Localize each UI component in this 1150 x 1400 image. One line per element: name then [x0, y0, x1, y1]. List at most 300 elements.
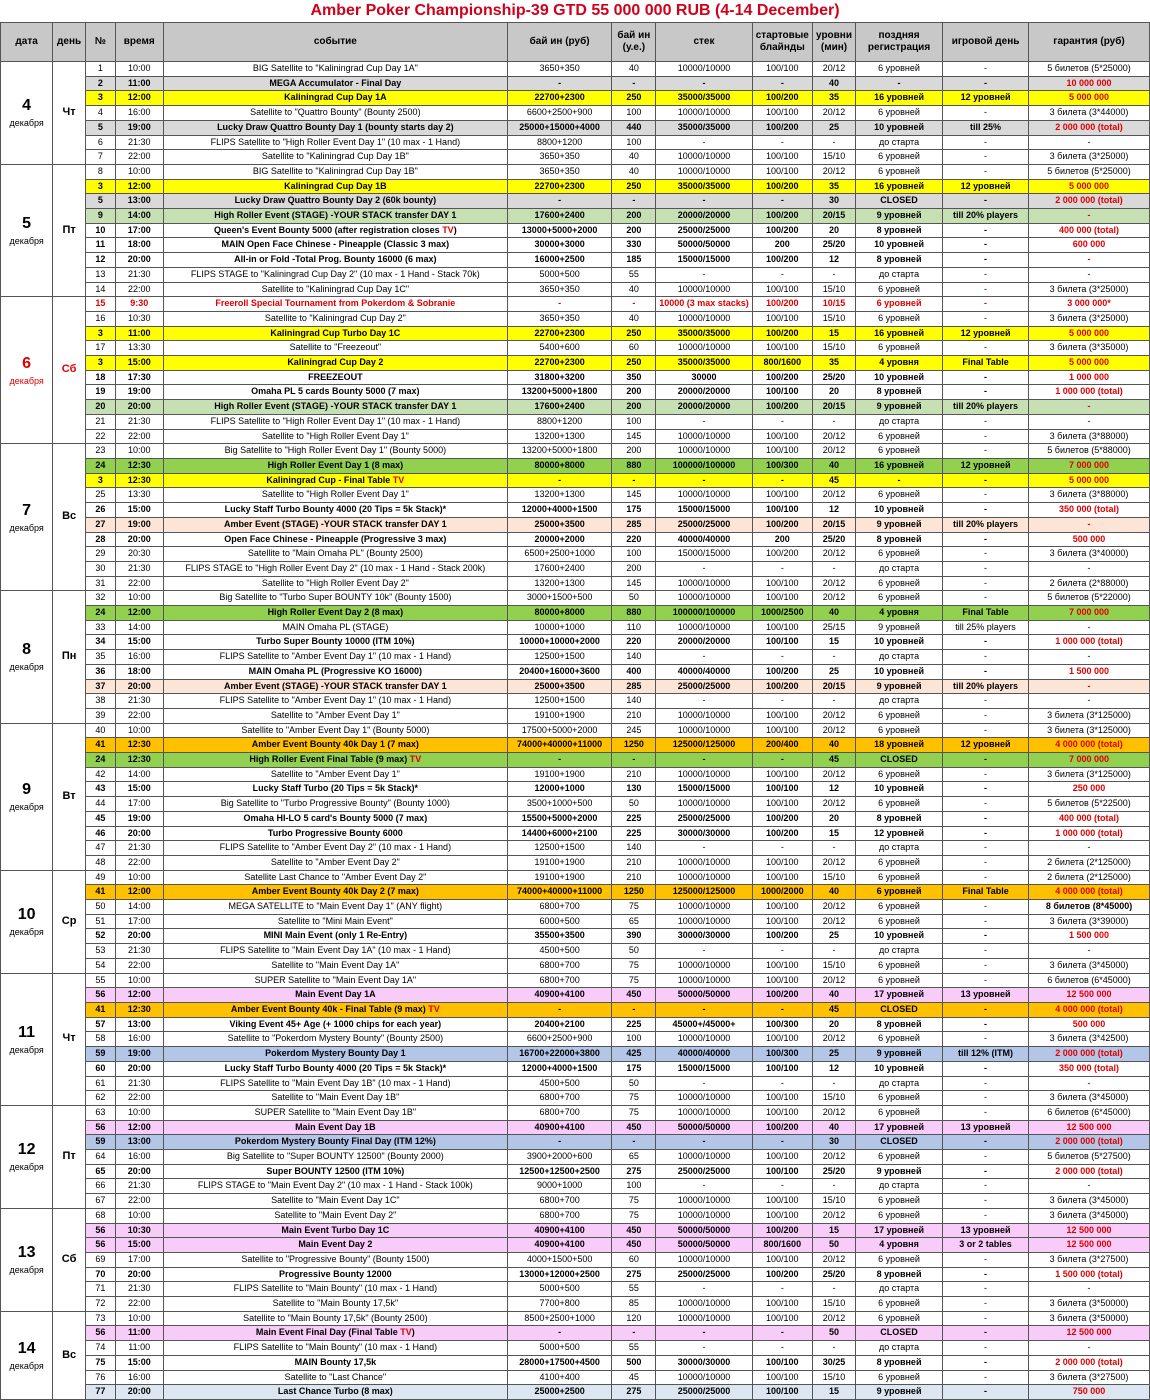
- date-month: декабря: [9, 1360, 44, 1371]
- late-reg-cell: 6 уровней: [856, 1370, 943, 1385]
- number-cell: 54: [85, 958, 115, 973]
- table-row: [1, 135, 1150, 150]
- guarantee-cell: 2 000 000 (total): [1029, 1135, 1150, 1150]
- guarantee-cell: 3 билета (3*45000): [1029, 1091, 1150, 1106]
- guarantee-cell: 1 500 000 (total): [1029, 1267, 1150, 1282]
- guarantee-cell: 1 000 000 (total): [1029, 385, 1150, 400]
- levels-cell: -: [813, 1076, 856, 1091]
- stack-cell: 10000/10000: [656, 1091, 752, 1106]
- late-reg-cell: 8 уровней: [856, 1355, 943, 1370]
- late-reg-cell: 6 уровней: [856, 429, 943, 444]
- number-cell: 71: [85, 1282, 115, 1297]
- late-reg-cell: 6 уровней: [856, 767, 943, 782]
- blinds-cell: 100/200: [752, 929, 812, 944]
- buyin-ue-cell: 275: [612, 1164, 656, 1179]
- game-day-cell: till 20% players: [943, 209, 1029, 224]
- guarantee-cell: 3 билета (3*42500): [1029, 1032, 1150, 1047]
- game-day-cell: -: [943, 311, 1029, 326]
- blinds-cell: 100/200: [752, 826, 812, 841]
- time-cell: 22:00: [115, 150, 163, 165]
- event-cell: FLIPS Satellite to "Amber Event Day 1" (10 max - 1 Hand): [163, 650, 507, 665]
- buyin-ue-cell: 185: [612, 253, 656, 268]
- levels-cell: 40: [813, 458, 856, 473]
- event-cell: MEGA SATELLITE to "Main Event Day 1" (ANY flight): [163, 900, 507, 915]
- blinds-cell: -: [752, 1341, 812, 1356]
- stack-cell: 10000/10000: [656, 150, 752, 165]
- stack-cell: -: [656, 1076, 752, 1091]
- number-cell: 19: [85, 385, 115, 400]
- time-cell: 19:00: [115, 811, 163, 826]
- event-cell: Progressive Bounty 12000: [163, 1267, 507, 1282]
- table-row: [1, 1341, 1150, 1356]
- guarantee-cell: 3 билета (3*35000): [1029, 341, 1150, 356]
- buyin-ue-cell: 1250: [612, 738, 656, 753]
- stack-cell: 15000/15000: [656, 503, 752, 518]
- stack-cell: 50000/50000: [656, 988, 752, 1003]
- buyin-rub-cell: 12500+1500: [507, 841, 611, 856]
- levels-cell: 15/10: [813, 958, 856, 973]
- stack-cell: 10000/10000: [656, 708, 752, 723]
- buyin-ue-cell: 145: [612, 576, 656, 591]
- blinds-cell: 100/100: [752, 1194, 812, 1209]
- stack-cell: 50000/50000: [656, 238, 752, 253]
- buyin-rub-cell: 13200+1300: [507, 488, 611, 503]
- buyin-rub-cell: 6600+2500+900: [507, 106, 611, 121]
- event-cell: Freeroll Special Tournament from Pokerdom & Sobranie: [163, 297, 507, 312]
- blinds-cell: 100/100: [752, 1311, 812, 1326]
- blinds-cell: 100/200: [752, 253, 812, 268]
- levels-cell: 20/12: [813, 914, 856, 929]
- time-cell: 13:00: [115, 1135, 163, 1150]
- blinds-cell: 100/200: [752, 209, 812, 224]
- buyin-rub-cell: 25000+3500: [507, 679, 611, 694]
- game-day-cell: -: [943, 1164, 1029, 1179]
- number-cell: 25: [85, 488, 115, 503]
- time-cell: 19:00: [115, 1047, 163, 1062]
- guarantee-cell: 2 000 000 (total): [1029, 194, 1150, 209]
- game-day-cell: 13 уровней: [943, 1223, 1029, 1238]
- table-row: [1, 900, 1150, 915]
- levels-cell: -: [813, 1341, 856, 1356]
- game-day-cell: 3 or 2 tables: [943, 1238, 1029, 1253]
- guarantee-cell: 7 000 000: [1029, 458, 1150, 473]
- number-cell: 7: [85, 150, 115, 165]
- buyin-rub-cell: 17500+5000+2000: [507, 723, 611, 738]
- late-reg-cell: CLOSED: [856, 194, 943, 209]
- buyin-ue-cell: 175: [612, 1061, 656, 1076]
- time-cell: 10:00: [115, 591, 163, 606]
- event-cell: BIG Satellite to "Kaliningrad Cup Day 1B": [163, 164, 507, 179]
- stack-cell: 35000/35000: [656, 120, 752, 135]
- time-cell: 10:00: [115, 164, 163, 179]
- buyin-ue-cell: 220: [612, 635, 656, 650]
- event-cell: Big Satellite to "Turbo Super BOUNTY 10k" (Bounty 1500): [163, 591, 507, 606]
- late-reg-cell: 6 уровней: [856, 870, 943, 885]
- late-reg-cell: 9 уровней: [856, 1385, 943, 1400]
- event-cell: Satellite Last Chance to "Amber Event Day 2": [163, 870, 507, 885]
- event-cell: Last Chance Turbo (8 max): [163, 1385, 507, 1400]
- table-row: [1, 326, 1150, 341]
- event-cell: High Roller Event Day 2 (8 max): [163, 606, 507, 621]
- buyin-ue-cell: 400: [612, 664, 656, 679]
- late-reg-cell: 6 уровней: [856, 900, 943, 915]
- number-cell: 56: [85, 1238, 115, 1253]
- number-cell: 59: [85, 1135, 115, 1150]
- table-row: [1, 1267, 1150, 1282]
- buyin-rub-cell: 3000+1500+500: [507, 591, 611, 606]
- blinds-cell: 100/100: [752, 385, 812, 400]
- game-day-cell: -: [943, 1105, 1029, 1120]
- buyin-ue-cell: 450: [612, 988, 656, 1003]
- late-reg-cell: 8 уровней: [856, 385, 943, 400]
- buyin-ue-cell: 65: [612, 914, 656, 929]
- buyin-rub-cell: 8800+1200: [507, 414, 611, 429]
- event-cell: FLIPS Satellite to "Amber Event Day 2" (10 max - 1 Hand): [163, 841, 507, 856]
- buyin-rub-cell: 7700+800: [507, 1297, 611, 1312]
- table-row: [1, 1252, 1150, 1267]
- stack-cell: -: [656, 135, 752, 150]
- levels-cell: -: [813, 267, 856, 282]
- game-day-cell: -: [943, 767, 1029, 782]
- number-cell: 3: [85, 179, 115, 194]
- event-cell: Amber Event Bounty 40k Day 2 (7 max): [163, 885, 507, 900]
- levels-cell: 20: [813, 223, 856, 238]
- game-day-cell: -: [943, 385, 1029, 400]
- late-reg-cell: 6 уровней: [856, 708, 943, 723]
- stack-cell: -: [656, 1179, 752, 1194]
- buyin-rub-cell: 40900+4100: [507, 988, 611, 1003]
- late-reg-cell: 6 уровней: [856, 547, 943, 562]
- table-row: [1, 547, 1150, 562]
- stack-cell: 15000/15000: [656, 253, 752, 268]
- blinds-cell: -: [752, 414, 812, 429]
- event-cell: Satellite to "Main Event Day 2": [163, 1208, 507, 1223]
- buyin-rub-cell: 74000+40000+11000: [507, 885, 611, 900]
- game-day-cell: -: [943, 1135, 1029, 1150]
- buyin-ue-cell: 390: [612, 929, 656, 944]
- time-cell: 20:00: [115, 1385, 163, 1400]
- guarantee-cell: 3 билета (3*50000): [1029, 1297, 1150, 1312]
- late-reg-cell: 10 уровней: [856, 238, 943, 253]
- date-number: 10: [17, 906, 36, 924]
- buyin-rub-cell: 20000+2000: [507, 532, 611, 547]
- stack-cell: 35000/35000: [656, 356, 752, 371]
- blinds-cell: 100/200: [752, 297, 812, 312]
- buyin-ue-cell: 55: [612, 1282, 656, 1297]
- game-day-cell: -: [943, 1326, 1029, 1341]
- buyin-ue-cell: 330: [612, 238, 656, 253]
- blinds-cell: 100/100: [752, 1355, 812, 1370]
- guarantee-cell: 12 500 000: [1029, 988, 1150, 1003]
- game-day-cell: 12 уровней: [943, 738, 1029, 753]
- time-cell: 21:30: [115, 841, 163, 856]
- buyin-ue-cell: 40: [612, 164, 656, 179]
- table-row: [1, 429, 1150, 444]
- buyin-rub-cell: 4100+400: [507, 1370, 611, 1385]
- late-reg-cell: CLOSED: [856, 1326, 943, 1341]
- table-row: [1, 194, 1150, 209]
- time-cell: 20:00: [115, 253, 163, 268]
- table-row: [1, 1238, 1150, 1253]
- time-cell: 10:00: [115, 1208, 163, 1223]
- blinds-cell: -: [752, 1326, 812, 1341]
- late-reg-cell: 10 уровней: [856, 370, 943, 385]
- event-cell: FLIPS Satellite to "Main Bounty" (10 max - 1 Hand): [163, 1341, 507, 1356]
- game-day-cell: -: [943, 164, 1029, 179]
- number-cell: 37: [85, 679, 115, 694]
- number-cell: 53: [85, 944, 115, 959]
- late-reg-cell: 6 уровней: [856, 297, 943, 312]
- stack-cell: 50000/50000: [656, 1238, 752, 1253]
- time-cell: 19:00: [115, 120, 163, 135]
- time-cell: 13:00: [115, 1017, 163, 1032]
- number-cell: 34: [85, 635, 115, 650]
- levels-cell: 20/12: [813, 797, 856, 812]
- schedule-body: [1, 62, 1150, 1400]
- time-cell: 12:00: [115, 1120, 163, 1135]
- levels-cell: 25/20: [813, 370, 856, 385]
- levels-cell: 40: [813, 738, 856, 753]
- table-row: [1, 223, 1150, 238]
- buyin-rub-cell: 5000+500: [507, 1341, 611, 1356]
- time-cell: 14:00: [115, 620, 163, 635]
- event-cell: Satellite to "Last Chance": [163, 1370, 507, 1385]
- col-buyin-ue: бай ин (у.е.): [612, 23, 656, 62]
- guarantee-cell: 1 000 000: [1029, 370, 1150, 385]
- game-day-cell: Final Table: [943, 606, 1029, 621]
- buyin-rub-cell: 13000+12000+2500: [507, 1267, 611, 1282]
- guarantee-cell: -: [1029, 944, 1150, 959]
- late-reg-cell: 9 уровней: [856, 517, 943, 532]
- late-reg-cell: 9 уровней: [856, 620, 943, 635]
- late-reg-cell: 10 уровней: [856, 635, 943, 650]
- number-cell: 74: [85, 1341, 115, 1356]
- event-cell: Kaliningrad Cup - Final Table TV: [163, 473, 507, 488]
- late-reg-cell: до старта: [856, 694, 943, 709]
- blinds-cell: 100/100: [752, 900, 812, 915]
- table-row: [1, 561, 1150, 576]
- buyin-ue-cell: 75: [612, 1105, 656, 1120]
- levels-cell: 45: [813, 473, 856, 488]
- date-number: 9: [22, 781, 32, 799]
- buyin-ue-cell: -: [612, 753, 656, 768]
- stack-cell: 10000/10000: [656, 958, 752, 973]
- guarantee-cell: 2 000 000 (total): [1029, 1355, 1150, 1370]
- guarantee-cell: 2 000 000 (total): [1029, 120, 1150, 135]
- date-month: декабря: [9, 1265, 44, 1276]
- buyin-rub-cell: 40900+4100: [507, 1223, 611, 1238]
- event-cell: Satellite to "Kaliningrad Cup Day 1B": [163, 150, 507, 165]
- buyin-rub-cell: 80000+8000: [507, 458, 611, 473]
- stack-cell: 10000/10000: [656, 973, 752, 988]
- blinds-cell: 100/100: [752, 503, 812, 518]
- date-month: декабря: [9, 1044, 44, 1055]
- guarantee-cell: 5 билетов (5*22000): [1029, 591, 1150, 606]
- table-row: [1, 356, 1150, 371]
- guarantee-cell: 12 500 000: [1029, 1326, 1150, 1341]
- table-row: [1, 400, 1150, 415]
- late-reg-cell: 10 уровней: [856, 929, 943, 944]
- late-reg-cell: до старта: [856, 1282, 943, 1297]
- buyin-ue-cell: 100: [612, 1032, 656, 1047]
- date-cell: [1, 1208, 53, 1311]
- time-cell: 14:00: [115, 209, 163, 224]
- buyin-ue-cell: 350: [612, 370, 656, 385]
- levels-cell: 20/15: [813, 679, 856, 694]
- number-cell: 12: [85, 253, 115, 268]
- buyin-rub-cell: 6800+700: [507, 1194, 611, 1209]
- table-row: [1, 1370, 1150, 1385]
- number-cell: 2: [85, 76, 115, 91]
- blinds-cell: 100/200: [752, 517, 812, 532]
- buyin-ue-cell: 40: [612, 311, 656, 326]
- guarantee-cell: 750 000: [1029, 1385, 1150, 1400]
- event-cell: SUPER Satellite to "Main Event Day 1B": [163, 1105, 507, 1120]
- game-day-cell: 12 уровней: [943, 326, 1029, 341]
- table-row: [1, 1120, 1150, 1135]
- levels-cell: 20: [813, 385, 856, 400]
- blinds-cell: 100/100: [752, 1061, 812, 1076]
- buyin-ue-cell: 200: [612, 561, 656, 576]
- guarantee-cell: -: [1029, 1282, 1150, 1297]
- weekday-cell: Чт: [53, 973, 86, 1105]
- number-cell: 55: [85, 973, 115, 988]
- guarantee-cell: 3 билета (3*39000): [1029, 914, 1150, 929]
- event-cell: MEGA Accumulator - Final Day: [163, 76, 507, 91]
- levels-cell: 20/12: [813, 62, 856, 77]
- guarantee-cell: 5 000 000: [1029, 326, 1150, 341]
- late-reg-cell: 6 уровней: [856, 1032, 943, 1047]
- buyin-ue-cell: 175: [612, 503, 656, 518]
- blinds-cell: -: [752, 694, 812, 709]
- buyin-ue-cell: 100: [612, 1179, 656, 1194]
- levels-cell: 20/12: [813, 723, 856, 738]
- buyin-rub-cell: 12000+4000+1500: [507, 503, 611, 518]
- buyin-ue-cell: -: [612, 1003, 656, 1018]
- event-cell: Satellite to "Kaliningrad Cup Day 2": [163, 311, 507, 326]
- event-cell: FLIPS Satellite to "Main Bounty" (10 max - 1 Hand): [163, 1282, 507, 1297]
- buyin-rub-cell: 5000+500: [507, 1282, 611, 1297]
- table-row: [1, 414, 1150, 429]
- time-cell: 9:30: [115, 297, 163, 312]
- game-day-cell: -: [943, 561, 1029, 576]
- late-reg-cell: 6 уровней: [856, 1297, 943, 1312]
- event-cell: Satellite to "Progressive Bounty" (Bounty 1500): [163, 1252, 507, 1267]
- guarantee-cell: -: [1029, 414, 1150, 429]
- buyin-rub-cell: 40900+4100: [507, 1238, 611, 1253]
- stack-cell: 25000/25000: [656, 517, 752, 532]
- stack-cell: -: [656, 414, 752, 429]
- table-row: [1, 1282, 1150, 1297]
- date-number: 4: [22, 97, 32, 115]
- levels-cell: 35: [813, 91, 856, 106]
- guarantee-cell: 7 000 000: [1029, 606, 1150, 621]
- table-row: [1, 958, 1150, 973]
- blinds-cell: 100/100: [752, 282, 812, 297]
- game-day-cell: -: [943, 106, 1029, 121]
- game-day-cell: -: [943, 591, 1029, 606]
- time-cell: 15:00: [115, 635, 163, 650]
- buyin-rub-cell: -: [507, 1326, 611, 1341]
- col-game-day: игровой день: [943, 23, 1029, 62]
- buyin-rub-cell: 13200+1300: [507, 576, 611, 591]
- time-cell: 20:00: [115, 929, 163, 944]
- late-reg-cell: CLOSED: [856, 1003, 943, 1018]
- buyin-ue-cell: -: [612, 1135, 656, 1150]
- time-cell: 11:00: [115, 1341, 163, 1356]
- buyin-rub-cell: 16000+2500: [507, 253, 611, 268]
- table-row: [1, 679, 1150, 694]
- table-row: [1, 385, 1150, 400]
- blinds-cell: 100/100: [752, 855, 812, 870]
- number-cell: 18: [85, 370, 115, 385]
- col-weekday: день: [53, 23, 86, 62]
- number-cell: 70: [85, 1267, 115, 1282]
- time-cell: 12:00: [115, 91, 163, 106]
- time-cell: 21:30: [115, 267, 163, 282]
- blinds-cell: 100/100: [752, 1385, 812, 1400]
- buyin-ue-cell: 210: [612, 708, 656, 723]
- guarantee-cell: 3 билета (3*40000): [1029, 547, 1150, 562]
- stack-cell: -: [656, 473, 752, 488]
- game-day-cell: -: [943, 532, 1029, 547]
- buyin-rub-cell: 12000+1000: [507, 782, 611, 797]
- blinds-cell: -: [752, 473, 812, 488]
- col-date: дата: [1, 23, 53, 62]
- game-day-cell: -: [943, 547, 1029, 562]
- time-cell: 14:00: [115, 900, 163, 915]
- date-cell: [1, 870, 53, 973]
- levels-cell: 15: [813, 326, 856, 341]
- guarantee-cell: 250 000: [1029, 782, 1150, 797]
- guarantee-cell: 3 билета (3*44000): [1029, 106, 1150, 121]
- table-row: [1, 91, 1150, 106]
- buyin-ue-cell: 250: [612, 326, 656, 341]
- date-cell: [1, 591, 53, 723]
- time-cell: 17:00: [115, 223, 163, 238]
- time-cell: 13:30: [115, 488, 163, 503]
- levels-cell: 20/12: [813, 1105, 856, 1120]
- number-cell: 20: [85, 400, 115, 415]
- table-row: [1, 311, 1150, 326]
- blinds-cell: -: [752, 650, 812, 665]
- buyin-rub-cell: 17600+2400: [507, 400, 611, 415]
- stack-cell: 10000/10000: [656, 164, 752, 179]
- guarantee-cell: -: [1029, 209, 1150, 224]
- number-cell: 6: [85, 135, 115, 150]
- game-day-cell: -: [943, 1091, 1029, 1106]
- levels-cell: 20/15: [813, 209, 856, 224]
- event-cell: FLIPS Satellite to "High Roller Event Day 1" (10 max - 1 Hand): [163, 135, 507, 150]
- stack-cell: 10000/10000: [656, 1194, 752, 1209]
- buyin-rub-cell: -: [507, 753, 611, 768]
- levels-cell: 15/10: [813, 870, 856, 885]
- time-cell: 21:30: [115, 1282, 163, 1297]
- guarantee-cell: 3 билета (3*45000): [1029, 958, 1150, 973]
- guarantee-cell: 3 билета (3*25000): [1029, 150, 1150, 165]
- table-row: [1, 664, 1150, 679]
- time-cell: 15:00: [115, 1355, 163, 1370]
- game-day-cell: -: [943, 797, 1029, 812]
- blinds-cell: 100/100: [752, 444, 812, 459]
- table-row: [1, 1355, 1150, 1370]
- event-cell: Omaha PL 5 cards Bounty 5000 (7 max): [163, 385, 507, 400]
- number-cell: 5: [85, 120, 115, 135]
- game-day-cell: -: [943, 473, 1029, 488]
- buyin-ue-cell: 145: [612, 429, 656, 444]
- event-cell: Lucky Staff Turbo Bounty 4000 (20 Tips = 5k Stack)*: [163, 1061, 507, 1076]
- blinds-cell: 100/100: [752, 1252, 812, 1267]
